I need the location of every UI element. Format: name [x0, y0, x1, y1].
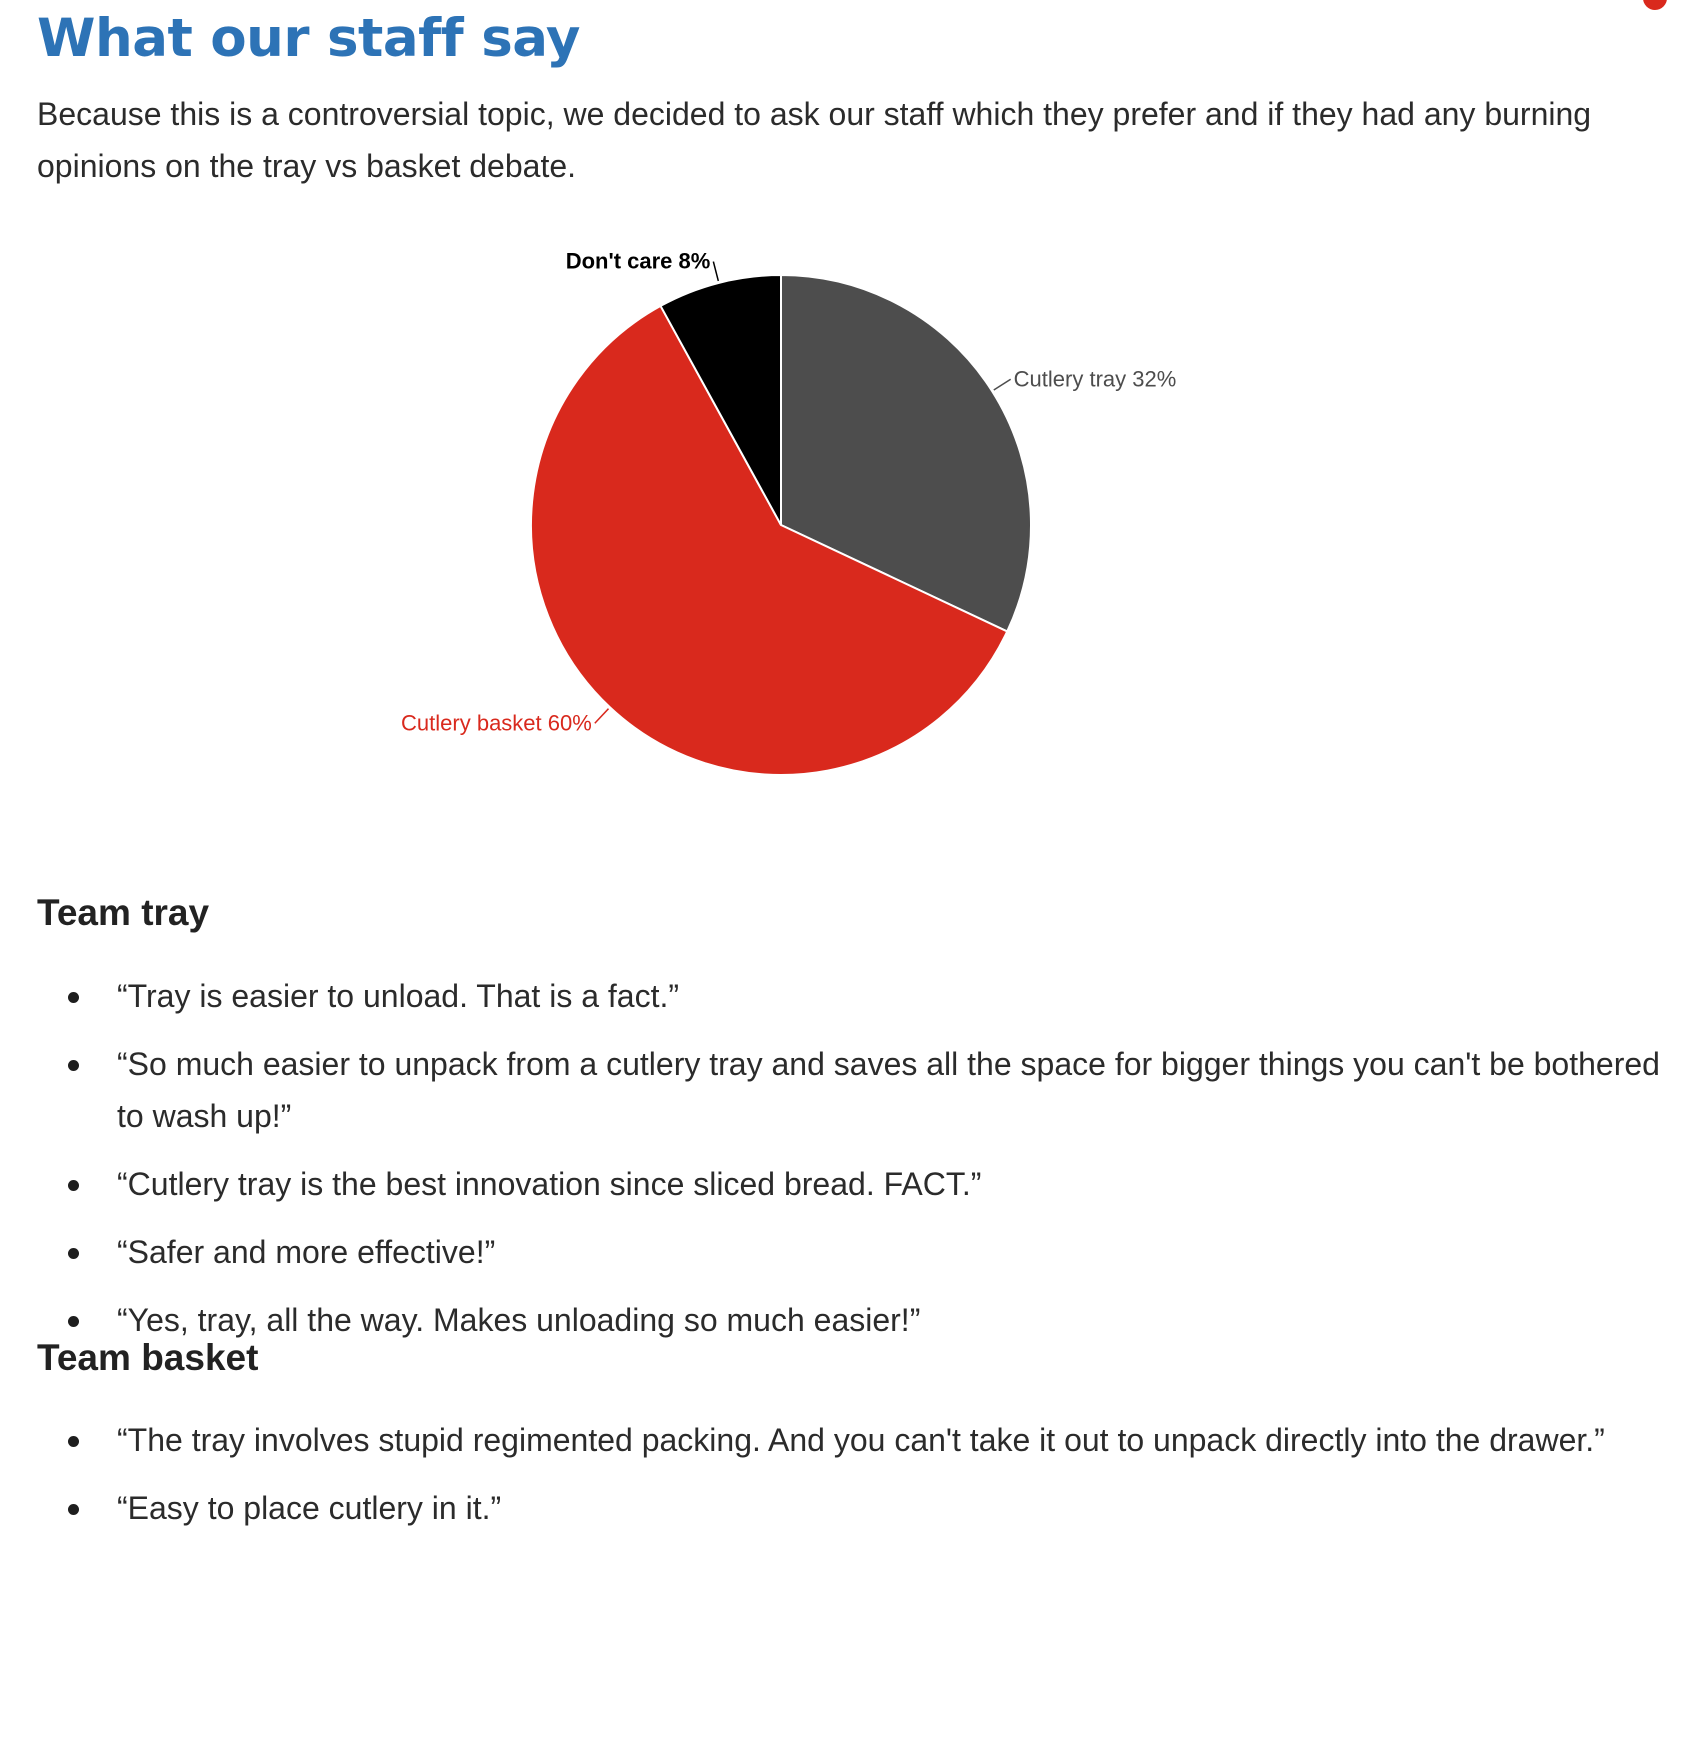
quote-item: “Yes, tray, all the way. Makes unloading so much easier!” [37, 1294, 1667, 1346]
team-basket-quotes [37, 1414, 1667, 1550]
intro-paragraph: Because this is a controversial topic, we decided to ask our staff which they prefer and if they had any burning opinions on the tray vs basket debate. [37, 96, 1592, 184]
pie-label: Cutlery tray 32% [1013, 366, 1177, 392]
quote-item: “Tray is easier to unload. That is a fact.” [37, 970, 1667, 1022]
quote-item: “Easy to place cutlery in it.” [37, 1482, 1667, 1534]
section-title: What our staff say [37, 8, 580, 69]
quote-item: “So much easier to unpack from a cutlery tray and saves all the space for bigger things you can't be bothered to wash up!” [37, 1038, 1667, 1142]
preference-pie-chart [37, 250, 1667, 900]
pie-leader-line [994, 379, 1011, 390]
team-basket-heading: Team basket [37, 1337, 259, 1378]
quote-item: “Safer and more effective!” [37, 1226, 1667, 1278]
pie-label: Don't care 8% [565, 250, 711, 274]
quote-item: “Cutlery tray is the best innovation since sliced bread. FACT.” [37, 1158, 1667, 1210]
pie-chart-svg [37, 250, 1667, 900]
pie-label: Cutlery basket 60% [401, 710, 592, 736]
pie-leader-line [713, 262, 718, 281]
team-tray-heading: Team tray [37, 892, 210, 933]
corner-badge [1643, 0, 1667, 10]
pie-leader-line [595, 709, 609, 724]
team-tray-quotes [37, 970, 1667, 1362]
quote-item: “The tray involves stupid regimented packing. And you can't take it out to unpack directly into the drawer.” [37, 1414, 1667, 1466]
